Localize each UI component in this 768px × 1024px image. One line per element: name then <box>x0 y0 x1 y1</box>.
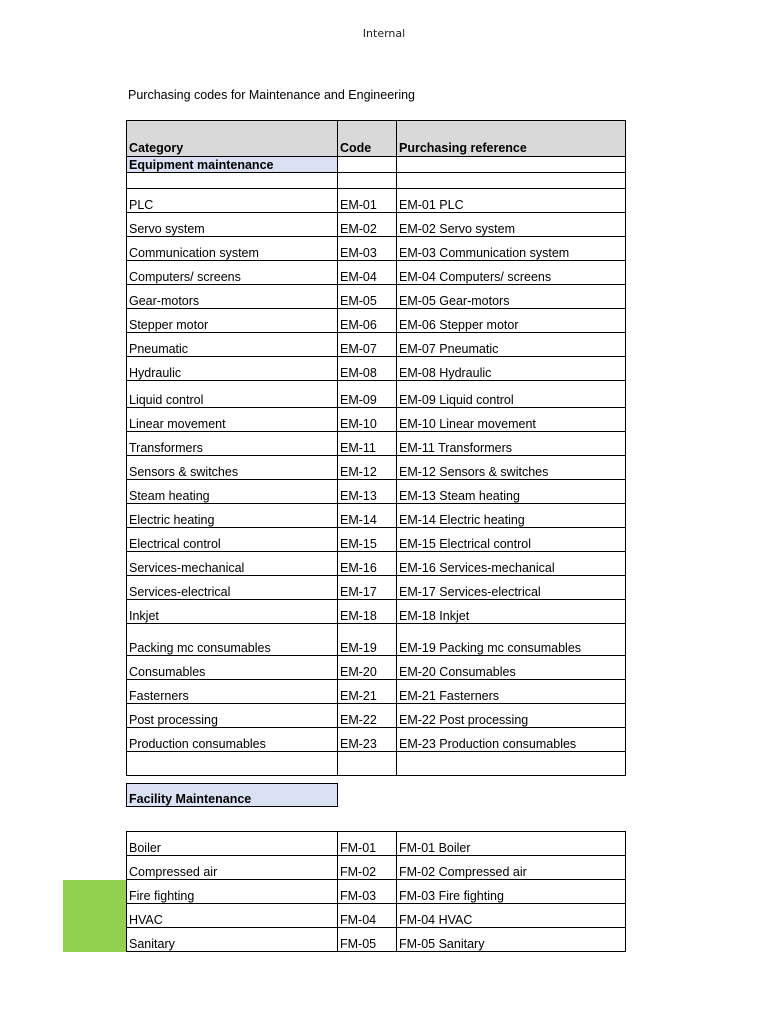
cell-reference: EM-11 Transformers <box>397 432 626 456</box>
cell-code: EM-05 <box>338 285 397 309</box>
cell-code: EM-09 <box>338 381 397 408</box>
table-row <box>127 189 626 213</box>
table-cell <box>338 157 397 173</box>
cell-category: Steam heating <box>127 480 338 504</box>
classification-label: Internal <box>362 27 406 40</box>
cell-reference: EM-13 Steam heating <box>397 480 626 504</box>
table-row <box>127 213 626 237</box>
cell-category: Sanitary <box>127 928 338 952</box>
cell-code: EM-21 <box>338 680 397 704</box>
blank-row <box>127 752 626 776</box>
cell-reference: EM-15 Electrical control <box>397 528 626 552</box>
table-row <box>127 704 626 728</box>
table-row <box>127 656 626 680</box>
cell-category: HVAC <box>127 904 338 928</box>
cell-category: Computers/ screens <box>127 261 338 285</box>
cell-category: Packing mc consumables <box>127 624 338 656</box>
cell-code: EM-22 <box>338 704 397 728</box>
facility-section-header <box>126 783 626 807</box>
cell-category: Compressed air <box>127 856 338 880</box>
cell-code: EM-07 <box>338 333 397 357</box>
cell-code: EM-15 <box>338 528 397 552</box>
cell-reference: EM-09 Liquid control <box>397 381 626 408</box>
cell-code: FM-03 <box>338 880 397 904</box>
cell-reference: EM-10 Linear movement <box>397 408 626 432</box>
cell-code: EM-12 <box>338 456 397 480</box>
table-row <box>127 728 626 752</box>
section-label-equipment: Equipment maintenance <box>127 157 338 173</box>
cell-reference: EM-08 Hydraulic <box>397 357 626 381</box>
cell-category: Fasterners <box>127 680 338 704</box>
cell-reference: EM-17 Services-electrical <box>397 576 626 600</box>
table-row <box>127 832 626 856</box>
blank-row <box>127 173 626 189</box>
table-cell <box>338 173 397 189</box>
cell-category: Linear movement <box>127 408 338 432</box>
cell-code: EM-02 <box>338 213 397 237</box>
cell-code: FM-04 <box>338 904 397 928</box>
document-title: Purchasing codes for Maintenance and Engineering <box>128 88 415 102</box>
table-row <box>127 456 626 480</box>
cell-reference: EM-02 Servo system <box>397 213 626 237</box>
cell-category: Sensors & switches <box>127 456 338 480</box>
cell-reference: FM-05 Sanitary <box>397 928 626 952</box>
cell-code: EM-06 <box>338 309 397 333</box>
cell-code: FM-01 <box>338 832 397 856</box>
table-cell <box>338 752 397 776</box>
cell-code: EM-14 <box>338 504 397 528</box>
equipment-maintenance-table <box>126 120 626 776</box>
table-cell <box>127 752 338 776</box>
cell-code: EM-08 <box>338 357 397 381</box>
table-row <box>127 408 626 432</box>
cell-category: Electrical control <box>127 528 338 552</box>
facility-maintenance-table <box>126 831 626 952</box>
cell-category: Transformers <box>127 432 338 456</box>
cell-code: FM-02 <box>338 856 397 880</box>
cell-category: Production consumables <box>127 728 338 752</box>
cell-reference: EM-19 Packing mc consumables <box>397 624 626 656</box>
table-row <box>127 480 626 504</box>
cell-reference: EM-04 Computers/ screens <box>397 261 626 285</box>
cell-category: Boiler <box>127 832 338 856</box>
cell-reference: FM-03 Fire fighting <box>397 880 626 904</box>
cell-code: EM-13 <box>338 480 397 504</box>
cell-reference: EM-16 Services-mechanical <box>397 552 626 576</box>
cell-code: EM-20 <box>338 656 397 680</box>
table-row <box>127 432 626 456</box>
cell-category: Gear-motors <box>127 285 338 309</box>
cell-category: Electric heating <box>127 504 338 528</box>
cell-category: Stepper motor <box>127 309 338 333</box>
table-row <box>127 576 626 600</box>
cell-reference: EM-06 Stepper motor <box>397 309 626 333</box>
cell-category: PLC <box>127 189 338 213</box>
table-row <box>127 237 626 261</box>
table-cell <box>127 173 338 189</box>
table-cell <box>397 173 626 189</box>
cell-reference: FM-04 HVAC <box>397 904 626 928</box>
table-row <box>127 309 626 333</box>
cell-category: Post processing <box>127 704 338 728</box>
cell-reference: FM-02 Compressed air <box>397 856 626 880</box>
cell-code: EM-10 <box>338 408 397 432</box>
section-label-facility: Facility Maintenance <box>127 784 338 807</box>
green-accent-block <box>63 880 127 952</box>
cell-reference: EM-01 PLC <box>397 189 626 213</box>
cell-reference: EM-14 Electric heating <box>397 504 626 528</box>
cell-reference: EM-05 Gear-motors <box>397 285 626 309</box>
cell-code: EM-17 <box>338 576 397 600</box>
table-row <box>127 624 626 656</box>
cell-category: Hydraulic <box>127 357 338 381</box>
cell-reference: EM-20 Consumables <box>397 656 626 680</box>
cell-category: Pneumatic <box>127 333 338 357</box>
cell-code: EM-23 <box>338 728 397 752</box>
table-row <box>127 600 626 624</box>
table-header-row <box>127 121 626 157</box>
cell-category: Fire fighting <box>127 880 338 904</box>
table-row <box>127 904 626 928</box>
section-row-equipment <box>127 157 626 173</box>
table-row <box>127 504 626 528</box>
table-row <box>127 856 626 880</box>
cell-code: EM-18 <box>338 600 397 624</box>
table-row <box>127 285 626 309</box>
table-row <box>127 261 626 285</box>
cell-code: EM-03 <box>338 237 397 261</box>
cell-category: Liquid control <box>127 381 338 408</box>
cell-reference: EM-22 Post processing <box>397 704 626 728</box>
table-row <box>127 357 626 381</box>
table-row <box>127 528 626 552</box>
table-row <box>127 552 626 576</box>
cell-code: EM-16 <box>338 552 397 576</box>
cell-reference: EM-23 Production consumables <box>397 728 626 752</box>
table-cell <box>397 157 626 173</box>
cell-code: EM-19 <box>338 624 397 656</box>
column-header-code: Code <box>338 121 397 157</box>
column-header-category: Category <box>127 121 338 157</box>
cell-category: Servo system <box>127 213 338 237</box>
cell-code: EM-04 <box>338 261 397 285</box>
cell-category: Consumables <box>127 656 338 680</box>
table-row <box>127 928 626 952</box>
cell-reference: EM-21 Fasterners <box>397 680 626 704</box>
table-row <box>127 680 626 704</box>
column-header-reference: Purchasing reference <box>397 121 626 157</box>
cell-reference: EM-07 Pneumatic <box>397 333 626 357</box>
cell-reference: FM-01 Boiler <box>397 832 626 856</box>
table-row <box>127 880 626 904</box>
section-row-facility <box>127 784 626 807</box>
cell-code: EM-01 <box>338 189 397 213</box>
cell-category: Services-electrical <box>127 576 338 600</box>
table-cell <box>397 752 626 776</box>
cell-reference: EM-03 Communication system <box>397 237 626 261</box>
cell-reference: EM-18 Inkjet <box>397 600 626 624</box>
table-row <box>127 333 626 357</box>
cell-category: Inkjet <box>127 600 338 624</box>
cell-reference: EM-12 Sensors & switches <box>397 456 626 480</box>
cell-code: FM-05 <box>338 928 397 952</box>
cell-category: Communication system <box>127 237 338 261</box>
table-row <box>127 381 626 408</box>
cell-code: EM-11 <box>338 432 397 456</box>
cell-category: Services-mechanical <box>127 552 338 576</box>
